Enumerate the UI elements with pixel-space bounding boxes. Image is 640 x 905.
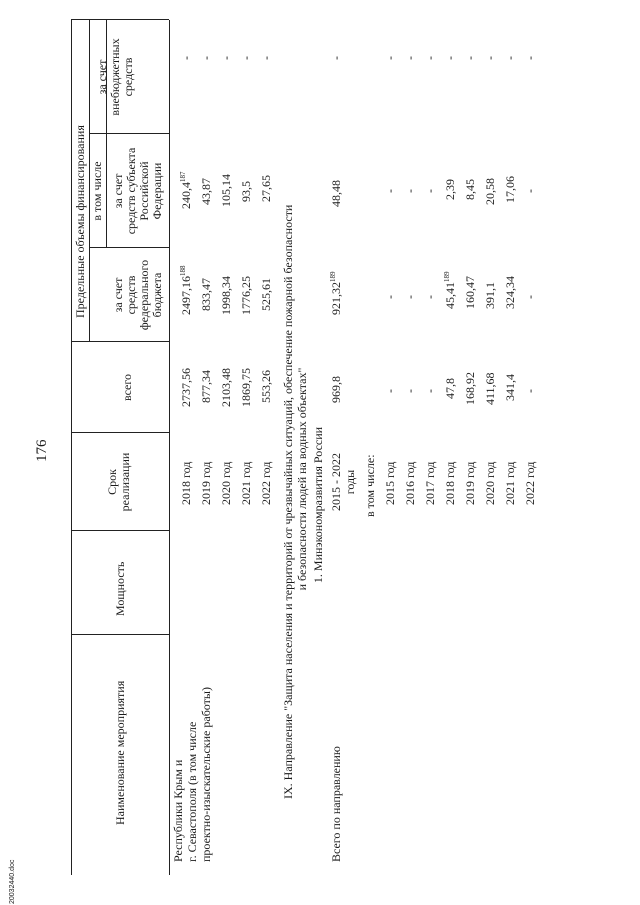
header-federal-2: средств xyxy=(124,275,138,315)
crimea-regional: 105,14 xyxy=(219,174,233,207)
crimea-federal: 1998,34 xyxy=(219,276,233,315)
ministry-title: 1. Минэкономразвития России xyxy=(311,426,325,584)
crimea-period: 2020 год xyxy=(219,461,233,505)
crimea-period: 2018 год xyxy=(179,461,193,505)
page-number: 176 xyxy=(34,439,50,462)
direction-federal: - xyxy=(403,295,417,299)
total-direction-period-2: годы xyxy=(343,469,357,495)
direction-period: 2021 год xyxy=(503,461,517,505)
direction-period: 2020 год xyxy=(483,461,497,505)
crimea-period: 2019 год xyxy=(199,461,213,505)
total-direction-federal: 921,32$^{189}$ xyxy=(329,271,343,315)
crimea-federal: 1776,25 xyxy=(239,276,253,315)
col-sep-name-capacity xyxy=(71,634,169,635)
header-extra-3: средств xyxy=(121,57,135,97)
direction-period: 2022 год xyxy=(523,461,537,505)
crimea-total: 2737,56 xyxy=(179,368,193,407)
direction-total: - xyxy=(523,389,537,393)
crimea-total: 877,34 xyxy=(199,370,213,403)
direction-federal: 391,1 xyxy=(483,282,497,309)
crimea-period: 2022 год xyxy=(259,461,273,505)
including-label: в том числе: xyxy=(363,454,377,517)
crimea-extra: - xyxy=(199,56,213,60)
crimea-extra: - xyxy=(239,56,253,60)
header-regional-4: Федерации xyxy=(150,162,164,220)
crimea-name-1: Республики Крым и xyxy=(171,759,185,862)
header-regional-1: за счет xyxy=(111,173,125,209)
direction-extra: - xyxy=(383,56,397,60)
direction-extra: - xyxy=(403,56,417,60)
header-total: всего xyxy=(120,373,134,402)
header-period-2: реализации xyxy=(118,452,132,512)
crimea-name-2: г. Севастополя (в том числе xyxy=(185,721,199,862)
direction-regional: - xyxy=(383,189,397,193)
header-federal-1: за счет xyxy=(111,277,125,313)
crimea-total: 553,26 xyxy=(259,370,273,403)
header-top-line xyxy=(71,20,72,875)
total-direction-total: 969,8 xyxy=(329,376,343,403)
direction-extra: - xyxy=(503,56,517,60)
direction-federal: 45,41$^{189}$ xyxy=(443,271,457,309)
direction-period: 2017 год xyxy=(423,461,437,505)
header-bottom-line xyxy=(169,20,170,875)
direction-federal: - xyxy=(383,295,397,299)
direction-total: 47,8 xyxy=(443,378,457,399)
crimea-extra: - xyxy=(179,56,193,60)
header-regional-2: средств субъекта xyxy=(124,147,138,235)
header-funding: Предельные объемы финансирования xyxy=(73,125,87,318)
file-stamp: 20032440.doc xyxy=(9,859,16,904)
crimea-regional: 93,5 xyxy=(239,181,253,202)
crimea-period: 2021 год xyxy=(239,461,253,505)
direction-total: - xyxy=(383,389,397,393)
total-direction-regional: 48,48 xyxy=(329,180,343,207)
crimea-federal: 525,61 xyxy=(259,278,273,311)
crimea-extra: - xyxy=(219,56,233,60)
direction-federal: - xyxy=(423,295,437,299)
direction-extra: - xyxy=(443,56,457,60)
direction-extra: - xyxy=(483,56,497,60)
direction-regional: 8,45 xyxy=(463,179,477,200)
direction-regional: 2,39 xyxy=(443,179,457,200)
direction-extra: - xyxy=(523,56,537,60)
direction-federal: - xyxy=(523,295,537,299)
crimea-regional: 43,87 xyxy=(199,178,213,205)
section-title-1: IX. Направление "Защита населения и территорий от чрезвычайных ситуаций, обеспечение пожарной безопасности xyxy=(281,204,295,799)
crimea-regional: 27,65 xyxy=(259,175,273,202)
direction-total: - xyxy=(423,389,437,393)
direction-total: - xyxy=(403,389,417,393)
direction-regional: 17,06 xyxy=(503,176,517,203)
direction-regional: 20,58 xyxy=(483,178,497,205)
direction-regional: - xyxy=(403,189,417,193)
direction-extra: - xyxy=(423,56,437,60)
crimea-extra: - xyxy=(259,56,273,60)
header-name: Наименование мероприятия xyxy=(113,680,127,825)
total-direction-extra: - xyxy=(329,56,343,60)
crimea-federal: 2497,16$^{188}$ xyxy=(179,265,193,315)
direction-federal: 324,34 xyxy=(503,276,517,309)
crimea-total: 2103,48 xyxy=(219,368,233,407)
direction-total: 411,68 xyxy=(483,372,497,405)
total-direction-label: Всего по направлению xyxy=(329,746,343,862)
direction-total: 168,92 xyxy=(463,372,477,405)
header-period-1: Срок xyxy=(105,469,119,495)
direction-regional: - xyxy=(523,189,537,193)
direction-period: 2015 год xyxy=(383,461,397,505)
crimea-name-3: проектно-изыскательские работы) xyxy=(199,687,213,862)
crimea-federal: 833,47 xyxy=(199,278,213,311)
direction-federal: 160,47 xyxy=(463,276,477,309)
header-federal-4: бюджета xyxy=(150,272,164,318)
section-title-2: и безопасности людей на водных объектах" xyxy=(295,367,309,591)
total-direction-period-1: 2015 - 2022 xyxy=(329,453,343,511)
direction-extra: - xyxy=(463,56,477,60)
direction-period: 2016 год xyxy=(403,461,417,505)
direction-total: 341,4 xyxy=(503,374,517,401)
direction-period: 2019 год xyxy=(463,461,477,505)
header-extra-2: внебюджетных xyxy=(108,38,122,116)
direction-regional: - xyxy=(423,189,437,193)
header-capacity: Мощность xyxy=(113,561,127,616)
crimea-regional: 240,4$^{187}$ xyxy=(179,171,193,209)
crimea-total: 1869,75 xyxy=(239,368,253,407)
direction-period: 2018 год xyxy=(443,461,457,505)
header-including: в том числе xyxy=(90,161,104,221)
header-federal-3: федерального xyxy=(137,259,151,331)
header-extra-1: за счет xyxy=(95,59,109,95)
header-regional-3: Российской xyxy=(137,161,151,221)
